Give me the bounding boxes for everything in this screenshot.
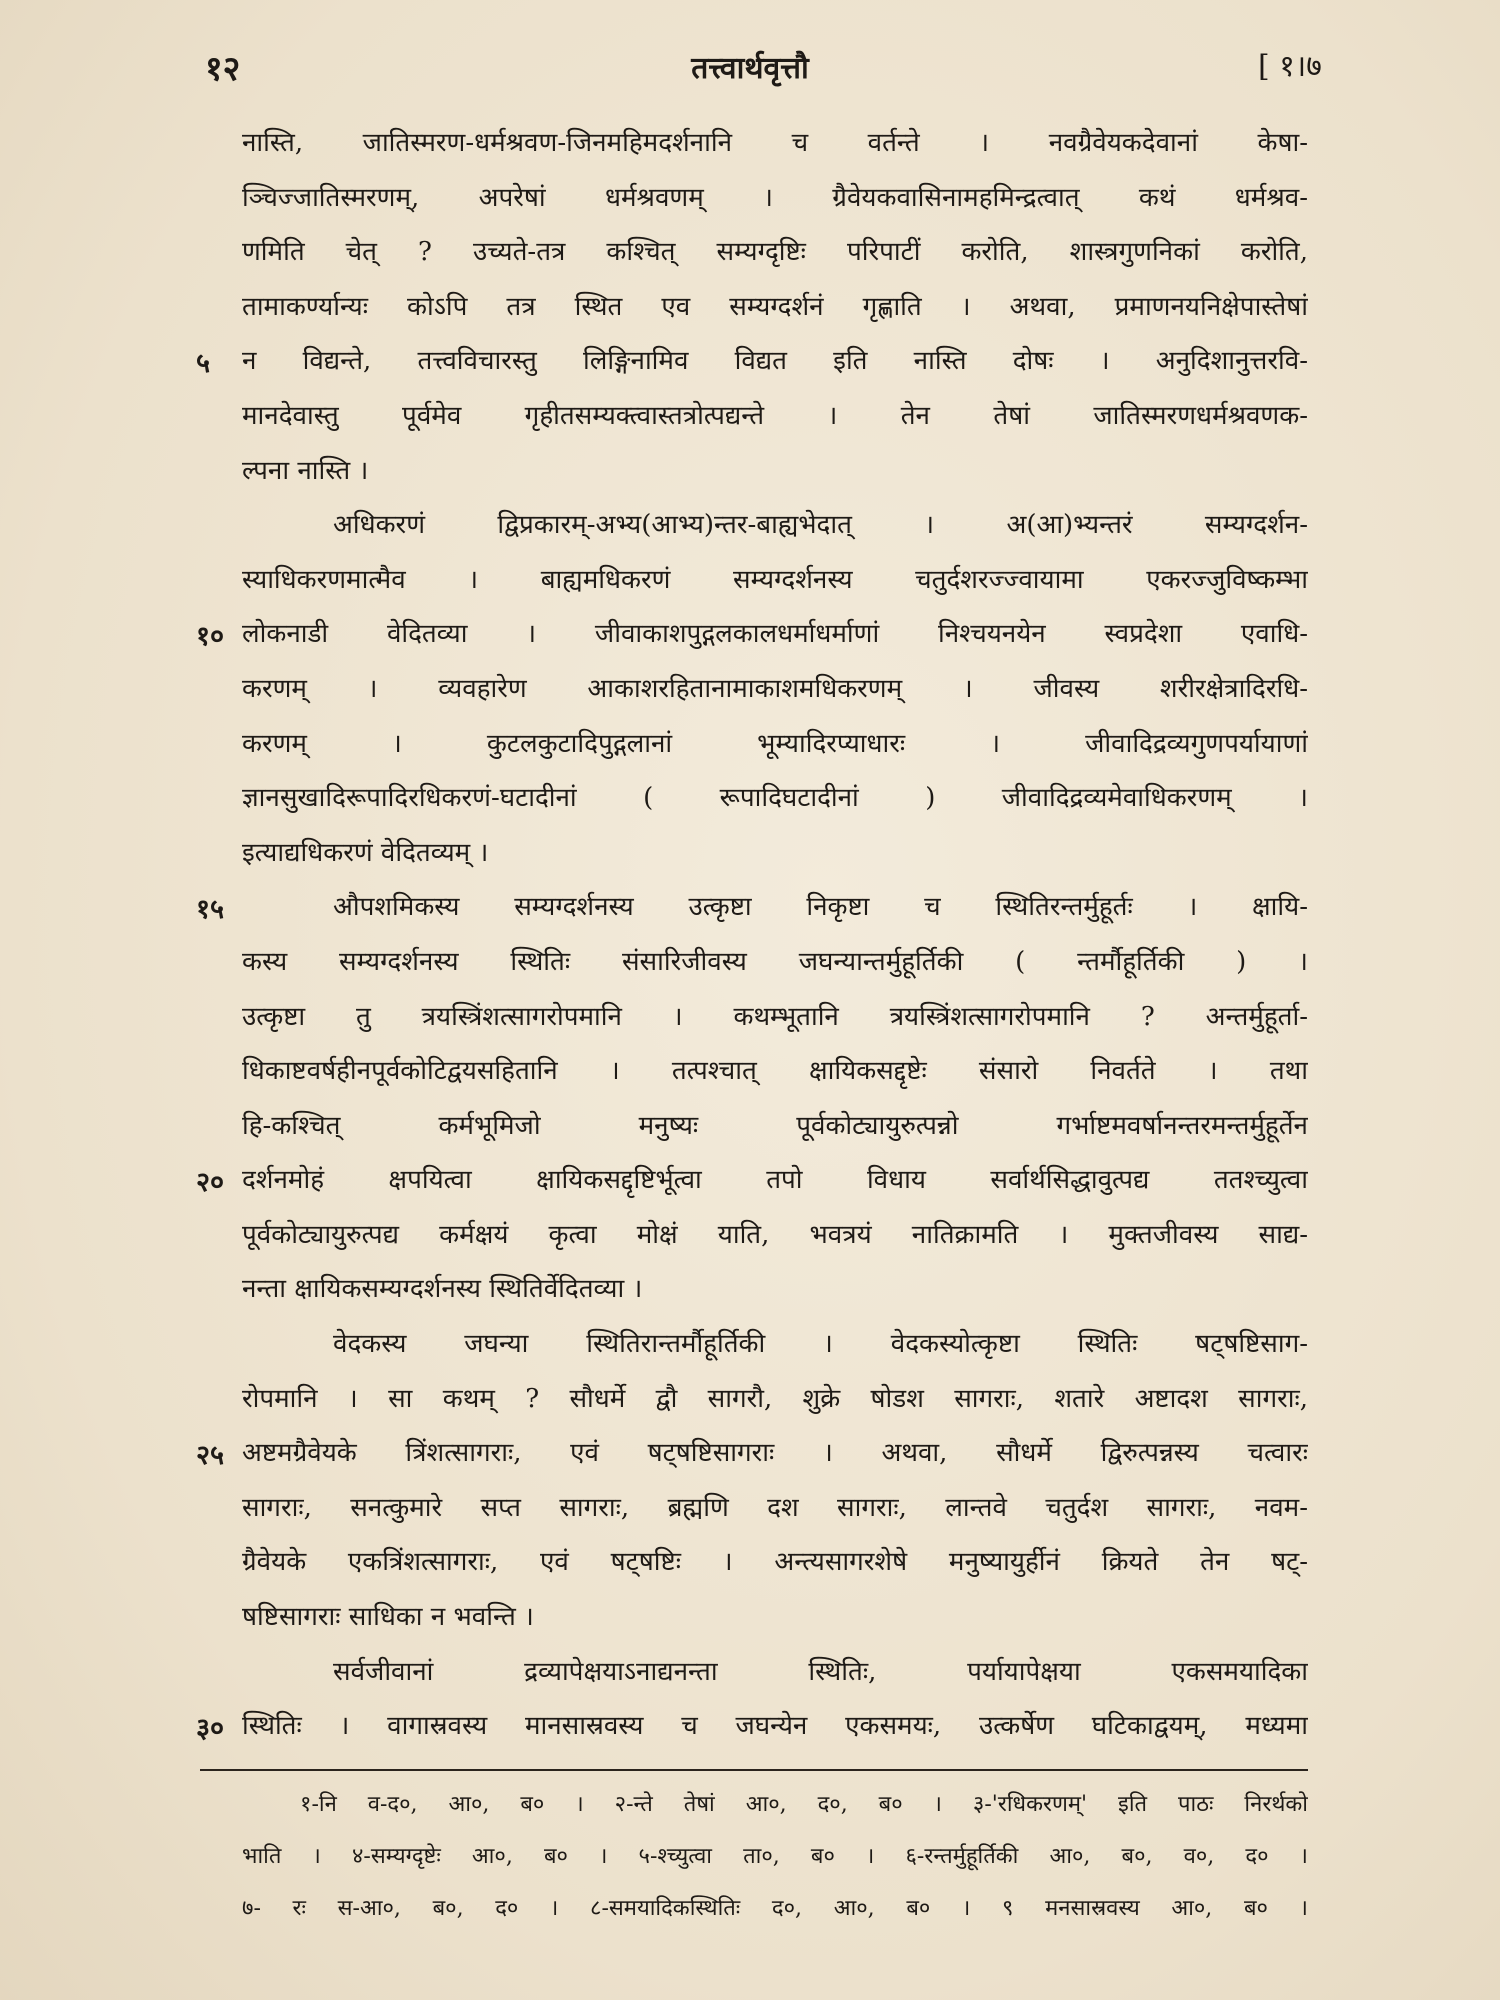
line-text: इत्याद्यधिकरणं वेदितव्यम् ।	[242, 837, 489, 868]
running-title: तत्त्वार्थवृत्तौ	[691, 51, 809, 86]
text-line	[0, 1320, 1500, 1375]
line-text: ञ्चिज्जातिस्मरणम्, अपरेषां धर्मश्रवणम् । ग्रैवेयकवासिनामहमिन्द्रत्वात् कथं धर्मश्रव-	[242, 182, 1308, 213]
footnote-text: भाति । ४-सम्यग्दृष्टेः आ०, ब० । ५-श्च्युत्वा ता०, ब० । ६-रन्तर्मुहूर्तिकी आ०, ब०, व०, द० ।	[242, 1844, 1308, 1869]
page-number: १२	[205, 49, 241, 89]
line-number: ३०	[196, 1713, 225, 1745]
text-line	[0, 1538, 1500, 1593]
line-text: उत्कृष्टा तु त्रयस्त्रिंशत्सागरोपमानि । कथम्भूतानि त्रयस्त्रिंशत्सागरोपमानि ? अन्तर्मुहूर्ता-	[242, 1001, 1308, 1032]
text-line	[0, 392, 1500, 447]
line-text: मानदेवास्तु पूर्वमेव गृहीतसम्यक्त्वास्तत्रोत्पद्यन्ते । तेन तेषां जातिस्मरणधर्मश्रवणक-	[242, 400, 1308, 431]
line-text: पूर्वकोट्यायुरुत्पद्य कर्मक्षयं कृत्वा मोक्षं याति, भवत्रयं नातिक्रामति । मुक्तजीवस्य साद्य-	[242, 1219, 1308, 1250]
line-text: स्याधिकरणमात्मैव । बाह्यमधिकरणं सम्यग्दर्शनस्य चतुर्दशरज्ज्वायामा एकरज्जुविष्कम्भा	[242, 564, 1308, 595]
line-text: ग्रैवेयके एकत्रिंशत्सागराः, एवं षट्षष्टिः । अन्त्यसागरशेषे मनुष्यायुर्हीनं क्रियते तेन षट्-	[242, 1547, 1308, 1578]
text-line	[0, 1375, 1500, 1430]
footnote-divider	[200, 1769, 1308, 1771]
line-text: कस्य सम्यग्दर्शनस्य स्थितिः संसारिजीवस्य जघन्यान्तर्मुहूर्तिकी ( न्तर्मौहूर्तिकी ) ।	[242, 946, 1308, 977]
page-header	[0, 44, 1500, 104]
line-text: करणम् । कुटलकुटादिपुद्गलानां भूम्यादिरप्याधारः । जीवादिद्रव्यगुणपर्यायाणां	[242, 728, 1308, 759]
line-text: न विद्यन्ते, तत्त्वविचारस्तु लिङ्गिनामिव विद्यत इति नास्ति दोषः । अनुदिशानुत्तरवि-	[242, 346, 1308, 377]
text-line	[0, 1211, 1500, 1266]
line-text: ल्पना नास्ति ।	[242, 455, 369, 486]
text-line	[0, 1593, 1500, 1648]
line-number: ५	[196, 348, 211, 380]
line-text: दर्शनमोहं क्षपयित्वा क्षायिकसद्दृष्टिर्भूत्वा तपो विधाय सर्वार्थसिद्धावुत्पद्य ततश्च्युत्वा	[242, 1165, 1308, 1196]
line-text: अधिकरणं द्विप्रकारम्-अभ्य(आभ्य)न्तर-बाह्यभेदात् । अ(आ)भ्यन्तरं सम्यग्दर्शन-	[333, 510, 1308, 541]
text-line	[0, 337, 1500, 392]
text-line	[0, 829, 1500, 884]
text-line	[0, 1648, 1500, 1703]
page-reference: [ १।७	[1258, 49, 1322, 84]
line-text: स्थितिः । वागास्रवस्य मानसास्रवस्य च जघन्येन एकसमयः, उत्कर्षेण घटिकाद्वयम्, मध्यमा	[242, 1711, 1308, 1742]
text-line	[0, 665, 1500, 720]
text-line	[0, 720, 1500, 775]
text-line	[0, 119, 1500, 174]
text-line	[0, 883, 1500, 938]
text-line	[0, 228, 1500, 283]
text-line	[0, 283, 1500, 338]
text-line	[0, 174, 1500, 229]
footnote-line	[0, 1832, 1500, 1884]
text-line	[0, 993, 1500, 1048]
line-text: ज्ञानसुखादिरूपादिरधिकरणं-घटादीनां ( रूपादिघटादीनां ) जीवादिद्रव्यमेवाधिकरणम् ।	[242, 783, 1308, 814]
line-text: वेदकस्य जघन्या स्थितिरान्तर्मौहूर्तिकी । वेदकस्योत्कृष्टा स्थितिः षट्षष्टिसाग-	[333, 1329, 1308, 1360]
line-text: हि-कश्चित् कर्मभूमिजो मनुष्यः पूर्वकोट्यायुरुत्पन्नो गर्भाष्टमवर्षानन्तरमन्तर्मुहूर्तेन	[242, 1110, 1308, 1141]
line-number: २५	[196, 1440, 225, 1472]
footnotes	[0, 1780, 1500, 1936]
line-text: नास्ति, जातिस्मरण-धर्मश्रवण-जिनमहिमदर्शनानि च वर्तन्ते । नवग्रैवेयकदेवानां केषा-	[242, 128, 1308, 158]
text-line	[0, 610, 1500, 665]
line-text: णमिति चेत् ? उच्यते-तत्र कश्चित् सम्यग्दृष्टिः परिपाटीं करोति, शास्त्रगुणनिकां करोति,	[242, 237, 1308, 268]
text-line	[0, 447, 1500, 502]
text-line	[0, 1265, 1500, 1320]
line-text: लोकनाडी वेदितव्या । जीवाकाशपुद्गलकालधर्माधर्माणां निश्चयनयेन स्वप्रदेशा एवाधि-	[242, 619, 1308, 650]
line-text: नन्ता क्षायिकसम्यग्दर्शनस्य स्थितिर्वेदितव्या ।	[242, 1274, 643, 1305]
line-text: अष्टमग्रैवेयके त्रिंशत्सागराः, एवं षट्षष्टिसागराः । अथवा, सौधर्मे द्विरुत्पन्नस्य चत्वारः	[242, 1438, 1308, 1469]
text-line	[0, 1484, 1500, 1539]
line-number: १०	[196, 621, 225, 653]
text-line	[0, 1702, 1500, 1757]
line-text: सर्वजीवानां द्रव्यापेक्षयाऽनाद्यनन्ता स्थितिः, पर्यायापेक्षया एकसमयादिका	[333, 1656, 1308, 1687]
line-text: तामाकर्ण्यान्यः कोऽपि तत्र स्थित एव सम्यग्दर्शनं गृह्णाति । अथवा, प्रमाणनयनिक्षेपास्तेषां	[242, 291, 1308, 322]
line-text: रोपमानि । सा कथम् ? सौधर्मे द्वौ सागरौ, शुक्रे षोडश सागराः, शतारे अष्टादश सागराः,	[242, 1383, 1308, 1414]
footnote-line	[0, 1780, 1500, 1832]
text-line	[0, 774, 1500, 829]
text-line	[0, 1156, 1500, 1211]
line-text: धिकाष्टवर्षहीनपूर्वकोटिद्वयसहितानि । तत्पश्चात् क्षायिकसद्दृष्टेः संसारो निवर्तते । तथा	[242, 1056, 1308, 1087]
text-line	[0, 556, 1500, 611]
line-text: करणम् । व्यवहारेण आकाशरहितानामाकाशमधिकरणम् । जीवस्य शरीरक्षेत्रादिरधि-	[242, 673, 1308, 704]
text-line	[0, 1429, 1500, 1484]
text-line	[0, 938, 1500, 993]
line-text: षष्टिसागराः साधिका न भवन्ति ।	[242, 1602, 534, 1633]
text-line	[0, 1102, 1500, 1157]
line-number: २०	[196, 1167, 225, 1199]
line-text: सागराः, सनत्कुमारे सप्त सागराः, ब्रह्मणि दश सागराः, लान्तवे चतुर्दश सागराः, नवम-	[242, 1492, 1308, 1523]
main-text	[0, 119, 1500, 1757]
text-line	[0, 501, 1500, 556]
text-line	[0, 1047, 1500, 1102]
footnote-text: १-नि व-द०, आ०, ब० । २-न्ते तेषां आ०, द०, ब० । ३-'रधिकरणम्' इति पाठः निरर्थको	[300, 1792, 1308, 1817]
line-text: औपशमिकस्य सम्यग्दर्शनस्य उत्कृष्टा निकृष्टा च स्थितिरन्तर्मुहूर्तः । क्षायि-	[333, 892, 1308, 923]
line-number: १५	[196, 894, 225, 926]
footnote-line	[0, 1884, 1500, 1936]
footnote-text: ७- रः स-आ०, ब०, द० । ८-समयादिकस्थितिः द०, आ०, ब० । ९ मनसास्रवस्य आ०, ब० ।	[242, 1896, 1308, 1921]
